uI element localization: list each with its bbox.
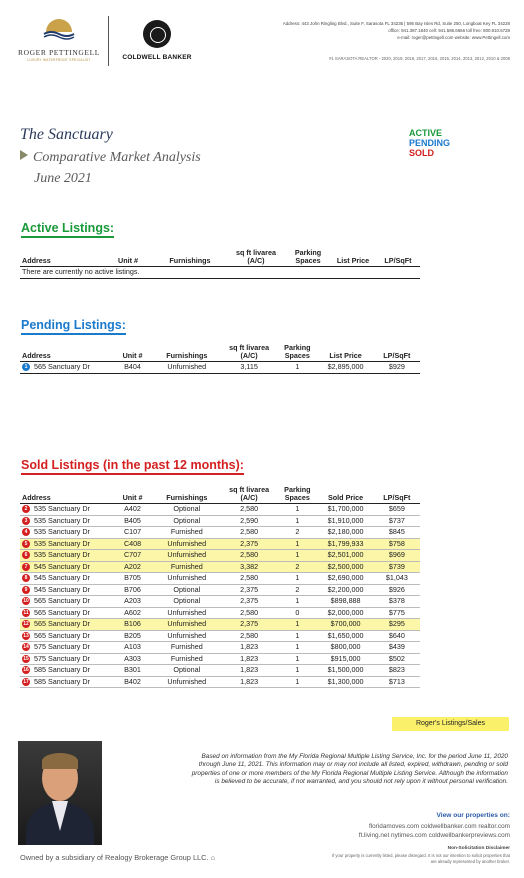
col-furnishings: Furnishings <box>166 493 208 502</box>
row-address: 545 Sanctuary Dr <box>34 584 90 594</box>
cell-parking: 1 <box>277 504 317 516</box>
row-number-badge: 4 <box>22 528 30 536</box>
cell-address <box>20 607 112 619</box>
cell-unit: B705 <box>112 573 152 585</box>
cell-price: $1,700,000 <box>317 504 373 516</box>
cell-price: $1,500,000 <box>317 665 373 677</box>
agent-hair <box>42 753 78 769</box>
col-address: Address <box>22 256 51 265</box>
row-number-badge: 3 <box>22 517 30 525</box>
cell-unit: B706 <box>112 584 152 596</box>
cell-psf: $1,043 <box>374 573 420 585</box>
brand-name: ROGER PETTINGELL <box>18 48 100 57</box>
cell-sqft: 2,580 <box>221 573 277 585</box>
cell-price: $2,895,000 <box>327 362 364 371</box>
cell-unit: B106 <box>112 619 152 631</box>
row-number-badge: 17 <box>23 678 29 685</box>
col-parking: Parking Spaces <box>284 343 311 360</box>
cell-address <box>20 504 112 516</box>
contact-block <box>220 20 510 41</box>
view-properties-label: View our properties on: <box>436 812 510 819</box>
col-address: Address <box>22 493 51 502</box>
cell-furnishings: Optional <box>153 665 221 677</box>
cell-address <box>20 665 112 677</box>
active-heading <box>21 221 114 235</box>
cell-address <box>20 527 112 539</box>
cell-address <box>20 619 112 631</box>
row-number-badge: 12 <box>23 621 29 628</box>
row-address: 575 Sanctuary Dr <box>34 642 90 651</box>
row-number-badge: 14 <box>23 644 29 651</box>
cell-psf: $739 <box>374 561 420 573</box>
pending-table <box>20 344 420 374</box>
col-address: Address <box>22 351 51 360</box>
cell-parking: 1 <box>277 619 317 631</box>
report-date: June 2021 <box>34 171 92 186</box>
cell-price: $1,650,000 <box>317 630 373 642</box>
col-lp-sqft: LP/SqFt <box>383 351 411 360</box>
cell-price: $2,200,000 <box>317 584 373 596</box>
cell-price: $800,000 <box>317 642 373 654</box>
report-subtitle-text: Comparative Market Analysis <box>33 150 201 165</box>
active-heading-text: Active Listings: <box>21 221 115 235</box>
cell-parking: 1 <box>277 515 317 527</box>
row-address: 565 Sanctuary Dr <box>34 630 90 640</box>
logo-divider <box>108 16 109 66</box>
cell-sqft: 1,823 <box>221 653 277 665</box>
cell-address <box>20 596 112 608</box>
cell-furnishings: Furnished <box>153 527 221 539</box>
row-address: 535 Sanctuary Dr <box>34 515 90 525</box>
cell-furnishings: Unfurnished <box>153 538 221 550</box>
cell-parking: 2 <box>277 527 317 539</box>
cell-psf: $502 <box>374 653 420 665</box>
cell-parking: 1 <box>277 596 317 608</box>
pending-underline <box>21 333 126 335</box>
cell-unit: B404 <box>124 362 141 371</box>
sold-header-row <box>20 486 420 504</box>
cell-price: $915,000 <box>317 653 373 665</box>
row-number-badge: 2 <box>22 505 30 513</box>
cell-parking: 1 <box>295 362 300 371</box>
cell-sqft: 2,580 <box>221 550 277 562</box>
non-solicitation-heading: Non-Solicitation Disclaimer <box>447 846 510 851</box>
cell-sqft: 2,580 <box>221 504 277 516</box>
col-list-price: List Price <box>329 351 362 360</box>
col-sold-price: Sold Price <box>328 493 364 502</box>
cell-price: $1,300,000 <box>317 676 373 688</box>
row-number-badge: 7 <box>22 563 30 571</box>
table-row <box>20 561 420 573</box>
row-address: 565 Sanctuary Dr <box>34 362 90 371</box>
cell-furnishings: Unfurnished <box>153 619 221 631</box>
cell-psf: $737 <box>374 515 420 527</box>
sold-rows <box>20 504 420 688</box>
cell-furnishings: Unfurnished <box>153 676 221 688</box>
cell-unit: A202 <box>112 561 152 573</box>
cell-unit: A303 <box>112 653 152 665</box>
cell-furnishings: Unfurnished <box>167 362 207 371</box>
row-number-badge: 5 <box>22 540 30 548</box>
table-row <box>20 630 420 642</box>
table-row <box>20 665 420 677</box>
table-row <box>20 653 420 665</box>
cell-psf: $713 <box>374 676 420 688</box>
active-empty-row <box>20 267 420 279</box>
cell-address <box>20 653 112 665</box>
cell-parking: 1 <box>277 573 317 585</box>
cell-sqft: 2,580 <box>221 607 277 619</box>
cell-psf: $845 <box>374 527 420 539</box>
col-lp-sqft: LP/SqFt <box>384 256 412 265</box>
cell-price: $2,690,000 <box>317 573 373 585</box>
row-address: 565 Sanctuary Dr <box>34 607 90 617</box>
cell-address <box>20 538 112 550</box>
cell-price: $2,000,000 <box>317 607 373 619</box>
row-address: 535 Sanctuary Dr <box>34 550 90 559</box>
agent-photo <box>18 741 102 845</box>
table-row <box>20 619 420 631</box>
cell-parking: 1 <box>277 538 317 550</box>
cell-psf: $775 <box>374 607 420 619</box>
mls-disclaimer: Based on information from the My Florida Regional Multiple Listing Service, Inc. for the period June 11, 2020 through June 11, 2021. This information may or may not include all listed, expired, withdrawn, pending or sold properties of one or more members of the My Florida Regional Multiple Listing Service. Although the information is believed to be accurate, if not warranted, and you should not rely upon it without personal verification. <box>191 753 508 786</box>
col-unit: Unit # <box>122 493 143 502</box>
cell-unit: A203 <box>112 596 152 608</box>
row-address: 575 Sanctuary Dr <box>34 653 90 663</box>
cell-psf: $969 <box>374 550 420 562</box>
cell-parking: 1 <box>277 550 317 562</box>
sold-heading <box>21 458 244 472</box>
table-row <box>20 527 420 539</box>
row-address: 535 Sanctuary Dr <box>34 538 90 548</box>
contact-email-website: e-mail: roger@pettingell.com website: www.Pettingell.com <box>397 35 510 40</box>
cell-sqft: 2,590 <box>221 515 277 527</box>
cell-sqft: 2,375 <box>221 596 277 608</box>
cell-sqft: 2,375 <box>221 538 277 550</box>
col-unit: Unit # <box>122 351 143 360</box>
row-number-badge: 16 <box>23 667 29 674</box>
col-sqft: sq ft livarea (A/C) <box>236 248 276 265</box>
pending-header-row <box>20 344 420 362</box>
row-address: 545 Sanctuary Dr <box>34 573 90 582</box>
row-address: 585 Sanctuary Dr <box>34 676 90 686</box>
active-empty-text: There are currently no active listings. <box>22 267 140 276</box>
cell-sqft: 2,580 <box>221 527 277 539</box>
row-number-badge: 9 <box>22 586 30 594</box>
col-sqft: sq ft livarea (A/C) <box>229 485 270 502</box>
cell-address <box>20 630 112 642</box>
cell-furnishings: Furnished <box>153 561 221 573</box>
cell-price: $2,180,000 <box>317 527 373 539</box>
cell-psf: $926 <box>374 584 420 596</box>
active-table <box>20 249 420 279</box>
cell-parking: 1 <box>277 676 317 688</box>
cell-parking: 1 <box>277 630 317 642</box>
cell-psf: $929 <box>388 362 405 371</box>
sold-table <box>20 486 420 688</box>
cell-unit: B205 <box>112 630 152 642</box>
status-legend <box>409 128 450 158</box>
report-title: The Sanctuary <box>20 126 113 143</box>
pending-rows <box>20 362 420 374</box>
cell-furnishings: Optional <box>153 596 221 608</box>
cell-price: $2,501,000 <box>317 550 373 562</box>
pending-heading-text: Pending Listings: <box>21 318 126 332</box>
row-number-badge: 8 <box>22 574 30 582</box>
cell-address <box>20 515 112 527</box>
cell-furnishings: Unfurnished <box>153 550 221 562</box>
cell-unit: A402 <box>112 504 152 516</box>
active-underline <box>21 236 114 238</box>
col-parking: Parking Spaces <box>284 485 311 502</box>
sunrise-wave-icon <box>42 18 76 40</box>
col-furnishings: Furnishings <box>166 351 208 360</box>
row-number-badge: 1 <box>22 363 30 371</box>
cell-psf: $640 <box>374 630 420 642</box>
contact-phones: office: 941.387.1840 cell: 941.586.6666 toll free: 800.910.6728 <box>388 28 510 33</box>
ownership-notice <box>20 853 215 862</box>
col-unit: Unit # <box>118 256 138 265</box>
cell-address <box>20 561 112 573</box>
cell-sqft: 2,375 <box>221 584 277 596</box>
table-row <box>20 676 420 688</box>
cell-address <box>20 573 112 585</box>
triangle-bullet-icon <box>20 150 28 160</box>
row-number-badge: 10 <box>23 598 29 605</box>
cell-price: $1,910,000 <box>317 515 373 527</box>
col-sqft: sq ft livarea (A/C) <box>229 343 270 360</box>
cell-parking: 1 <box>277 665 317 677</box>
broker-name: COLDWELL BANKER <box>122 54 192 61</box>
row-number-badge: 11 <box>23 609 29 616</box>
equal-housing-icon: ⌂ <box>210 853 216 862</box>
cell-psf: $378 <box>374 596 420 608</box>
cell-sqft: 3,115 <box>240 362 258 371</box>
table-row <box>20 504 420 516</box>
roger-pettingell-logo <box>18 18 100 62</box>
cell-furnishings: Optional <box>153 584 221 596</box>
cell-parking: 2 <box>277 584 317 596</box>
awards-line: #1 SARASOTA REALTOR - 2020, 2019, 2018, 2017, 2016, 2015, 2014, 2013, 2012, 2010 & 2008 <box>329 56 510 61</box>
col-furnishings: Furnishings <box>169 256 211 265</box>
table-row <box>20 538 420 550</box>
row-address: 535 Sanctuary Dr <box>34 527 90 536</box>
links-line-2[interactable]: ft.living.net nytimes.com coldwellbankerpreviews.com <box>358 832 510 839</box>
cell-unit: A602 <box>112 607 152 619</box>
sold-heading-text: Sold Listings (in the past 12 months): <box>21 458 244 472</box>
table-row <box>20 362 420 374</box>
cell-sqft: 2,580 <box>221 630 277 642</box>
table-row <box>20 550 420 562</box>
cell-sqft: 2,375 <box>221 619 277 631</box>
legend-active: ACTIVE <box>409 128 443 138</box>
cell-address <box>20 642 112 654</box>
row-address: 585 Sanctuary Dr <box>34 665 90 674</box>
cell-address <box>20 550 112 562</box>
property-links <box>359 822 510 840</box>
cell-price: $2,500,000 <box>317 561 373 573</box>
active-header-row <box>20 249 420 267</box>
row-number-badge: 15 <box>23 655 29 662</box>
coldwell-banker-logo <box>118 20 196 61</box>
cell-furnishings: Optional <box>153 504 221 516</box>
cell-psf: $758 <box>374 538 420 550</box>
sold-underline <box>21 473 244 475</box>
row-address: 535 Sanctuary Dr <box>34 504 90 513</box>
legend-sold: SOLD <box>409 148 435 158</box>
row-address: 565 Sanctuary Dr <box>34 596 90 605</box>
links-line-1[interactable]: floridamoves.com coldwellbanker.com realtor.com <box>368 823 510 830</box>
cell-unit: B402 <box>112 676 152 688</box>
cell-unit: B301 <box>112 665 152 677</box>
cell-price: $700,000 <box>317 619 373 631</box>
cell-psf: $439 <box>374 642 420 654</box>
cell-price: $1,799,933 <box>317 538 373 550</box>
row-number-badge: 6 <box>22 551 30 559</box>
cell-furnishings: Unfurnished <box>153 630 221 642</box>
coldwell-banker-seal-icon <box>143 20 171 48</box>
cell-price: $898,888 <box>317 596 373 608</box>
cell-address <box>20 676 112 688</box>
table-row <box>20 607 420 619</box>
contact-address: Address: 443 John Ringling Blvd., Suite F, Sarasota FL 34236 | 595 Bay Isles Rd, Suite 250, Longboat Key FL 34228 <box>282 21 510 26</box>
col-parking: Parking Spaces <box>294 248 322 265</box>
table-row <box>20 584 420 596</box>
cell-unit: C707 <box>112 550 152 562</box>
cell-unit: C107 <box>112 527 152 539</box>
cell-parking: 0 <box>277 607 317 619</box>
cell-unit: A103 <box>112 642 152 654</box>
cell-furnishings: Furnished <box>153 653 221 665</box>
rogers-listings-legend: Roger's Listings/Sales <box>392 717 509 731</box>
cell-psf: $295 <box>374 619 420 631</box>
cell-parking: 1 <box>277 642 317 654</box>
cell-unit: B405 <box>112 515 152 527</box>
cell-unit: C408 <box>112 538 152 550</box>
pending-heading <box>21 318 126 332</box>
row-address: 545 Sanctuary Dr <box>34 561 90 571</box>
cell-furnishings: Unfurnished <box>153 573 221 585</box>
cell-parking: 2 <box>277 561 317 573</box>
non-solicitation-text: If your property is currently listed, please disregard. It is not our intention to solicit properties that are already represented by another broker. <box>331 853 510 864</box>
table-row <box>20 515 420 527</box>
col-list-price: List Price <box>336 256 370 265</box>
cell-furnishings: Unfurnished <box>153 607 221 619</box>
cell-furnishings: Optional <box>153 515 221 527</box>
table-row <box>20 573 420 585</box>
table-row <box>20 596 420 608</box>
brand-tagline: LUXURY WATERFRONT SPECIALIST <box>27 58 91 62</box>
cell-sqft: 1,823 <box>221 665 277 677</box>
cell-sqft: 1,823 <box>221 642 277 654</box>
cell-psf: $823 <box>374 665 420 677</box>
cell-psf: $659 <box>374 504 420 516</box>
cell-sqft: 1,823 <box>221 676 277 688</box>
row-address: 565 Sanctuary Dr <box>34 619 90 628</box>
table-row <box>20 642 420 654</box>
report-subtitle <box>20 150 201 166</box>
col-lp-sqft: LP/SqFt <box>383 493 411 502</box>
cell-furnishings: Furnished <box>153 642 221 654</box>
cell-sqft: 3,382 <box>221 561 277 573</box>
ownership-text: Owned by a subsidiary of Realogy Brokerage Group LLC. <box>20 853 209 862</box>
row-number-badge: 13 <box>23 632 29 639</box>
cell-parking: 1 <box>277 653 317 665</box>
cell-address <box>20 362 112 374</box>
cell-address <box>20 584 112 596</box>
legend-pending: PENDING <box>409 138 451 148</box>
